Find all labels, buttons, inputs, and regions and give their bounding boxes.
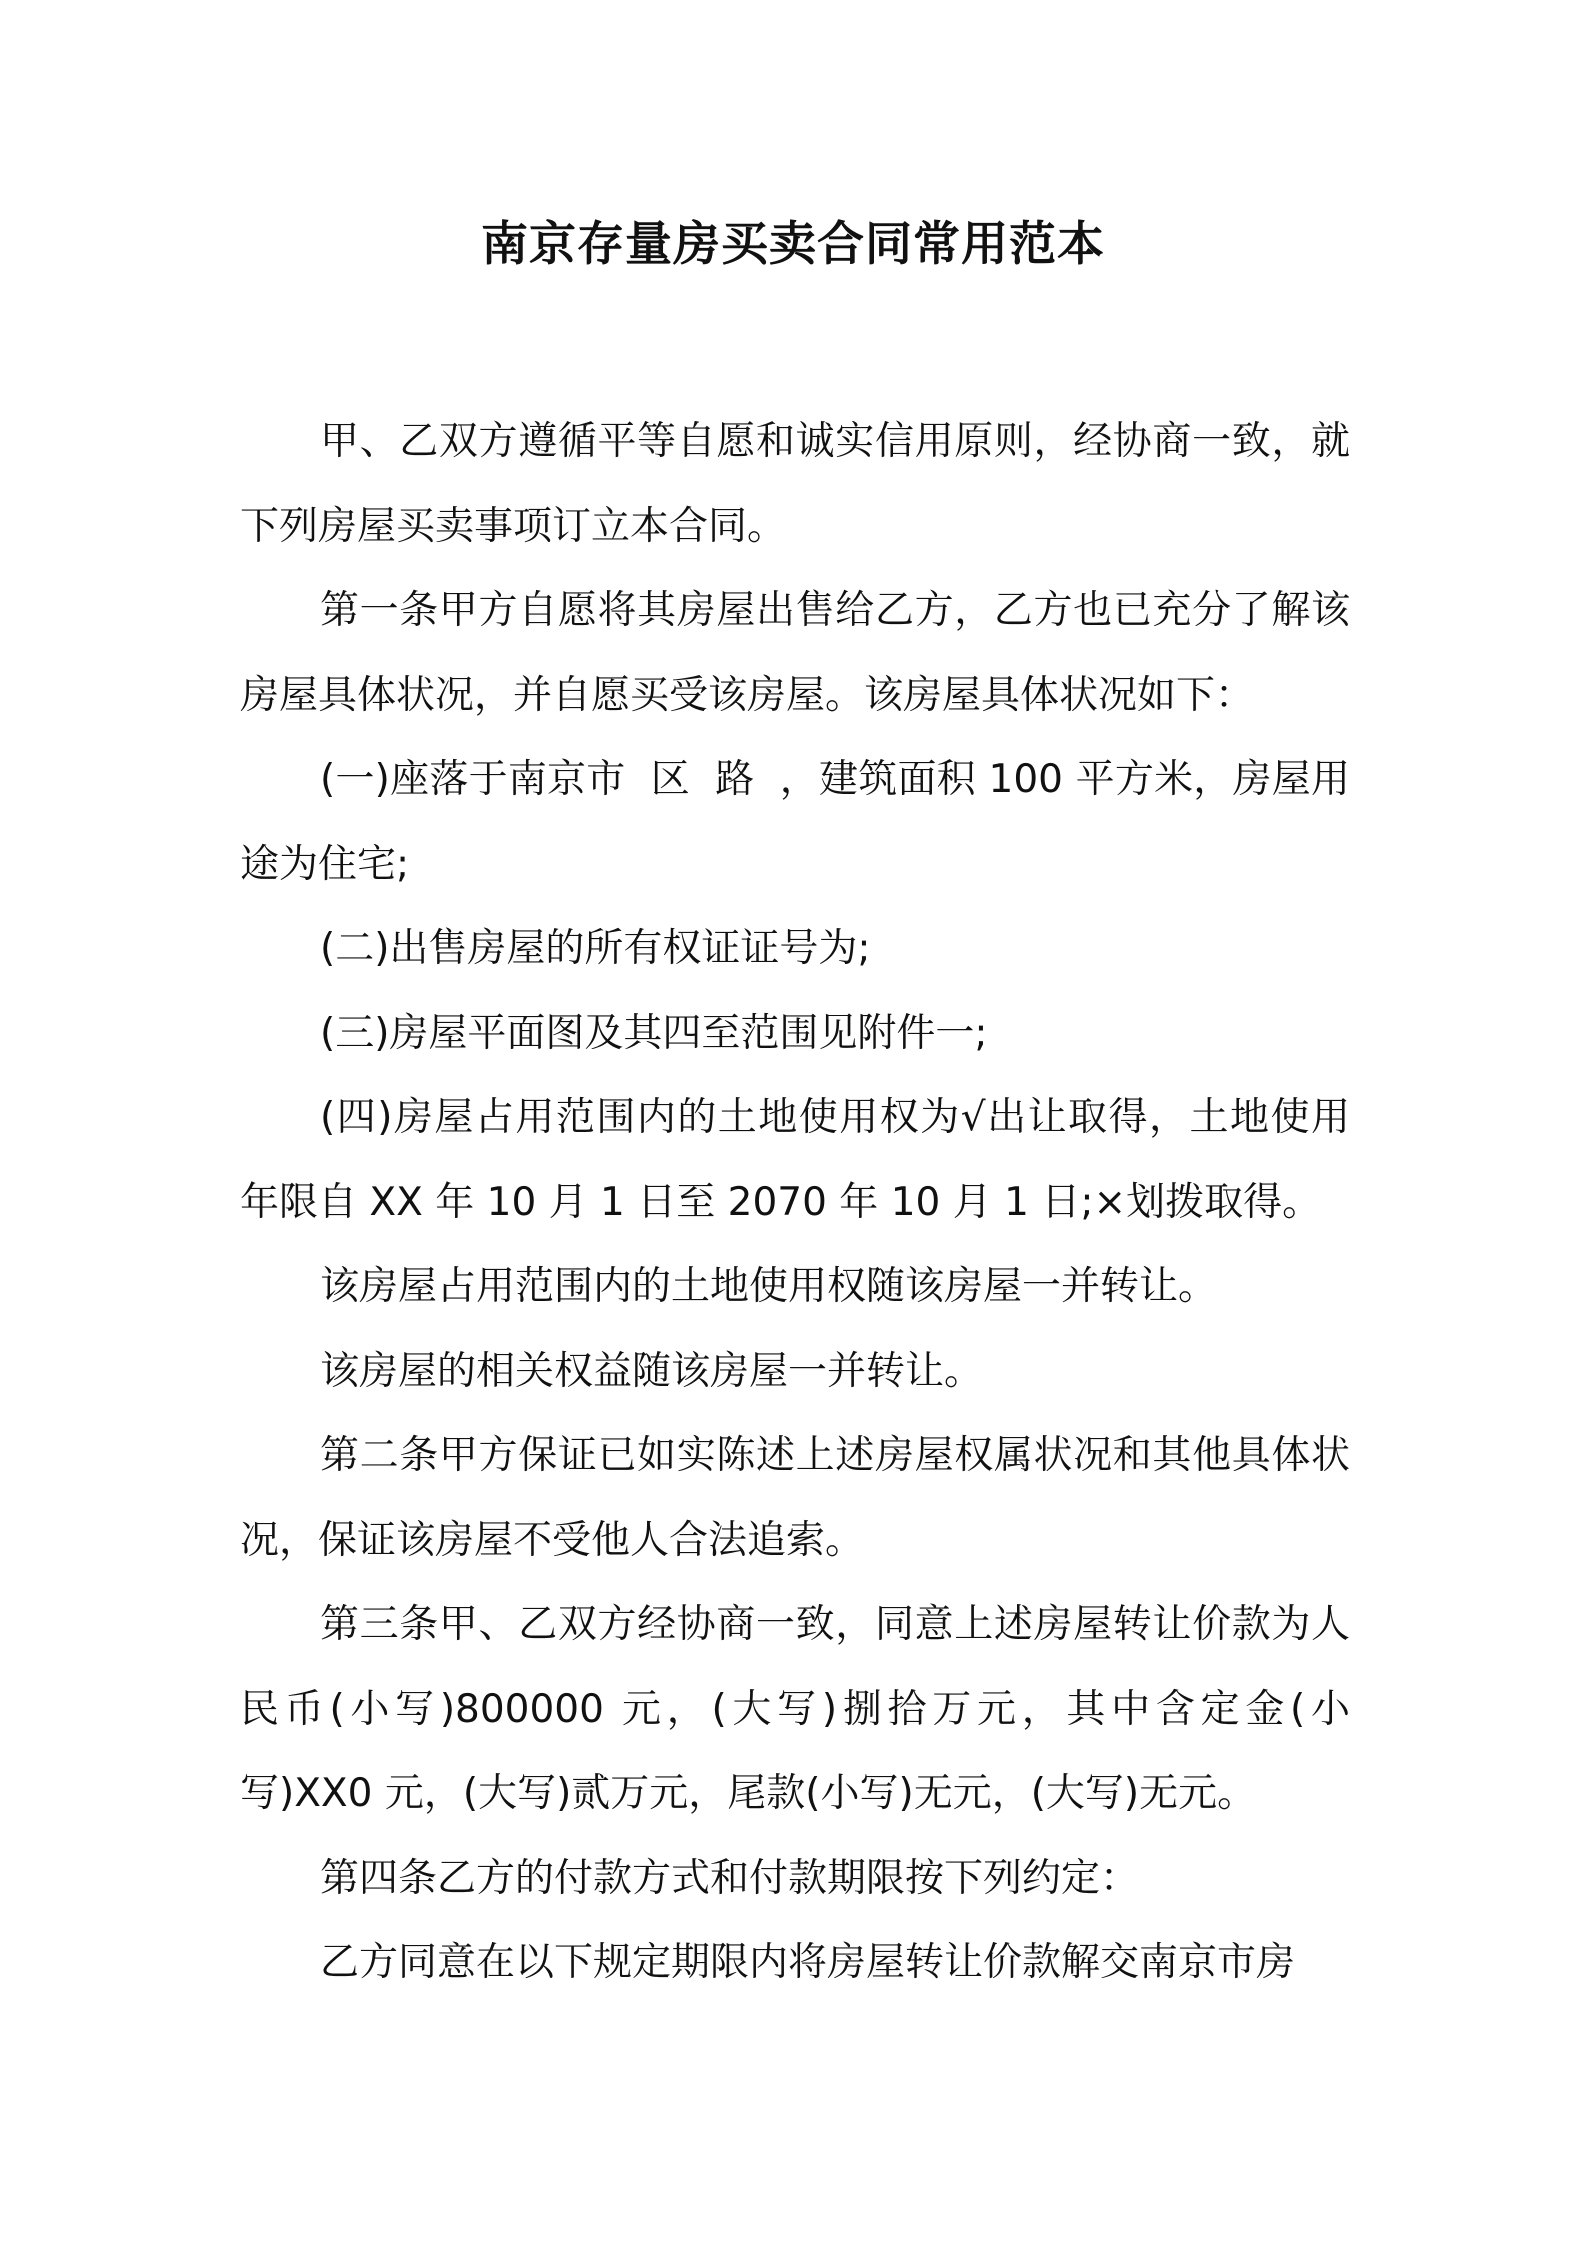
paragraph-item-1: (一)座落于南京市 区 路 ，建筑面积 100 平方米，房屋用途为住宅; (240, 757, 1350, 887)
paragraph-article-1: 第一条甲方自愿将其房屋出售给乙方，乙方也已充分了解该房屋具体状况，并自愿买受该房屋。该房屋具体状况如下： (240, 588, 1350, 718)
paragraph-land-use-transfer: 该房屋占用范围内的土地使用权随该房屋一并转让。 (320, 1264, 1218, 1309)
paragraph-item-4: (四)房屋占用范围内的土地使用权为√出让取得，土地使用年限自 XX 年 10 月 1 日至 2070 年 10 月 1 日;×划拨取得。 (240, 1095, 1350, 1225)
document-title: 南京存量房买卖合同常用范本 (481, 217, 1105, 272)
paragraph-article-2: 第二条甲方保证已如实陈述上述房屋权属状况和其他具体状况，保证该房屋不受他人合法追索。 (240, 1433, 1350, 1563)
paragraph-article-4: 第四条乙方的付款方式和付款期限按下列约定： (320, 1855, 1140, 1901)
paragraph-item-3: (三)房屋平面图及其四至范围见附件一; (320, 1010, 988, 1056)
document-body (240, 400, 1350, 2006)
paragraph-rights-transfer: 该房屋的相关权益随该房屋一并转让。 (320, 1348, 984, 1394)
paragraph-preamble: 甲、乙双方遵循平等自愿和诚实信用原则，经协商一致，就下列房屋买卖事项订立本合同。 (240, 419, 1350, 549)
paragraph-payment-terms: 乙方同意在以下规定期限内将房屋转让价款解交南京市房 (320, 1940, 1296, 1985)
paragraph-item-2: (二)出售房屋的所有权证证号为; (320, 926, 871, 971)
paragraph-article-3: 第三条甲、乙双方经协商一致，同意上述房屋转让价款为人民币(小写)800000 元，(大写)捌拾万元，其中含定金(小写)XX0 元，(大写)贰万元，尾款(小写)无元，(大写)无元。 (240, 1602, 1350, 1816)
